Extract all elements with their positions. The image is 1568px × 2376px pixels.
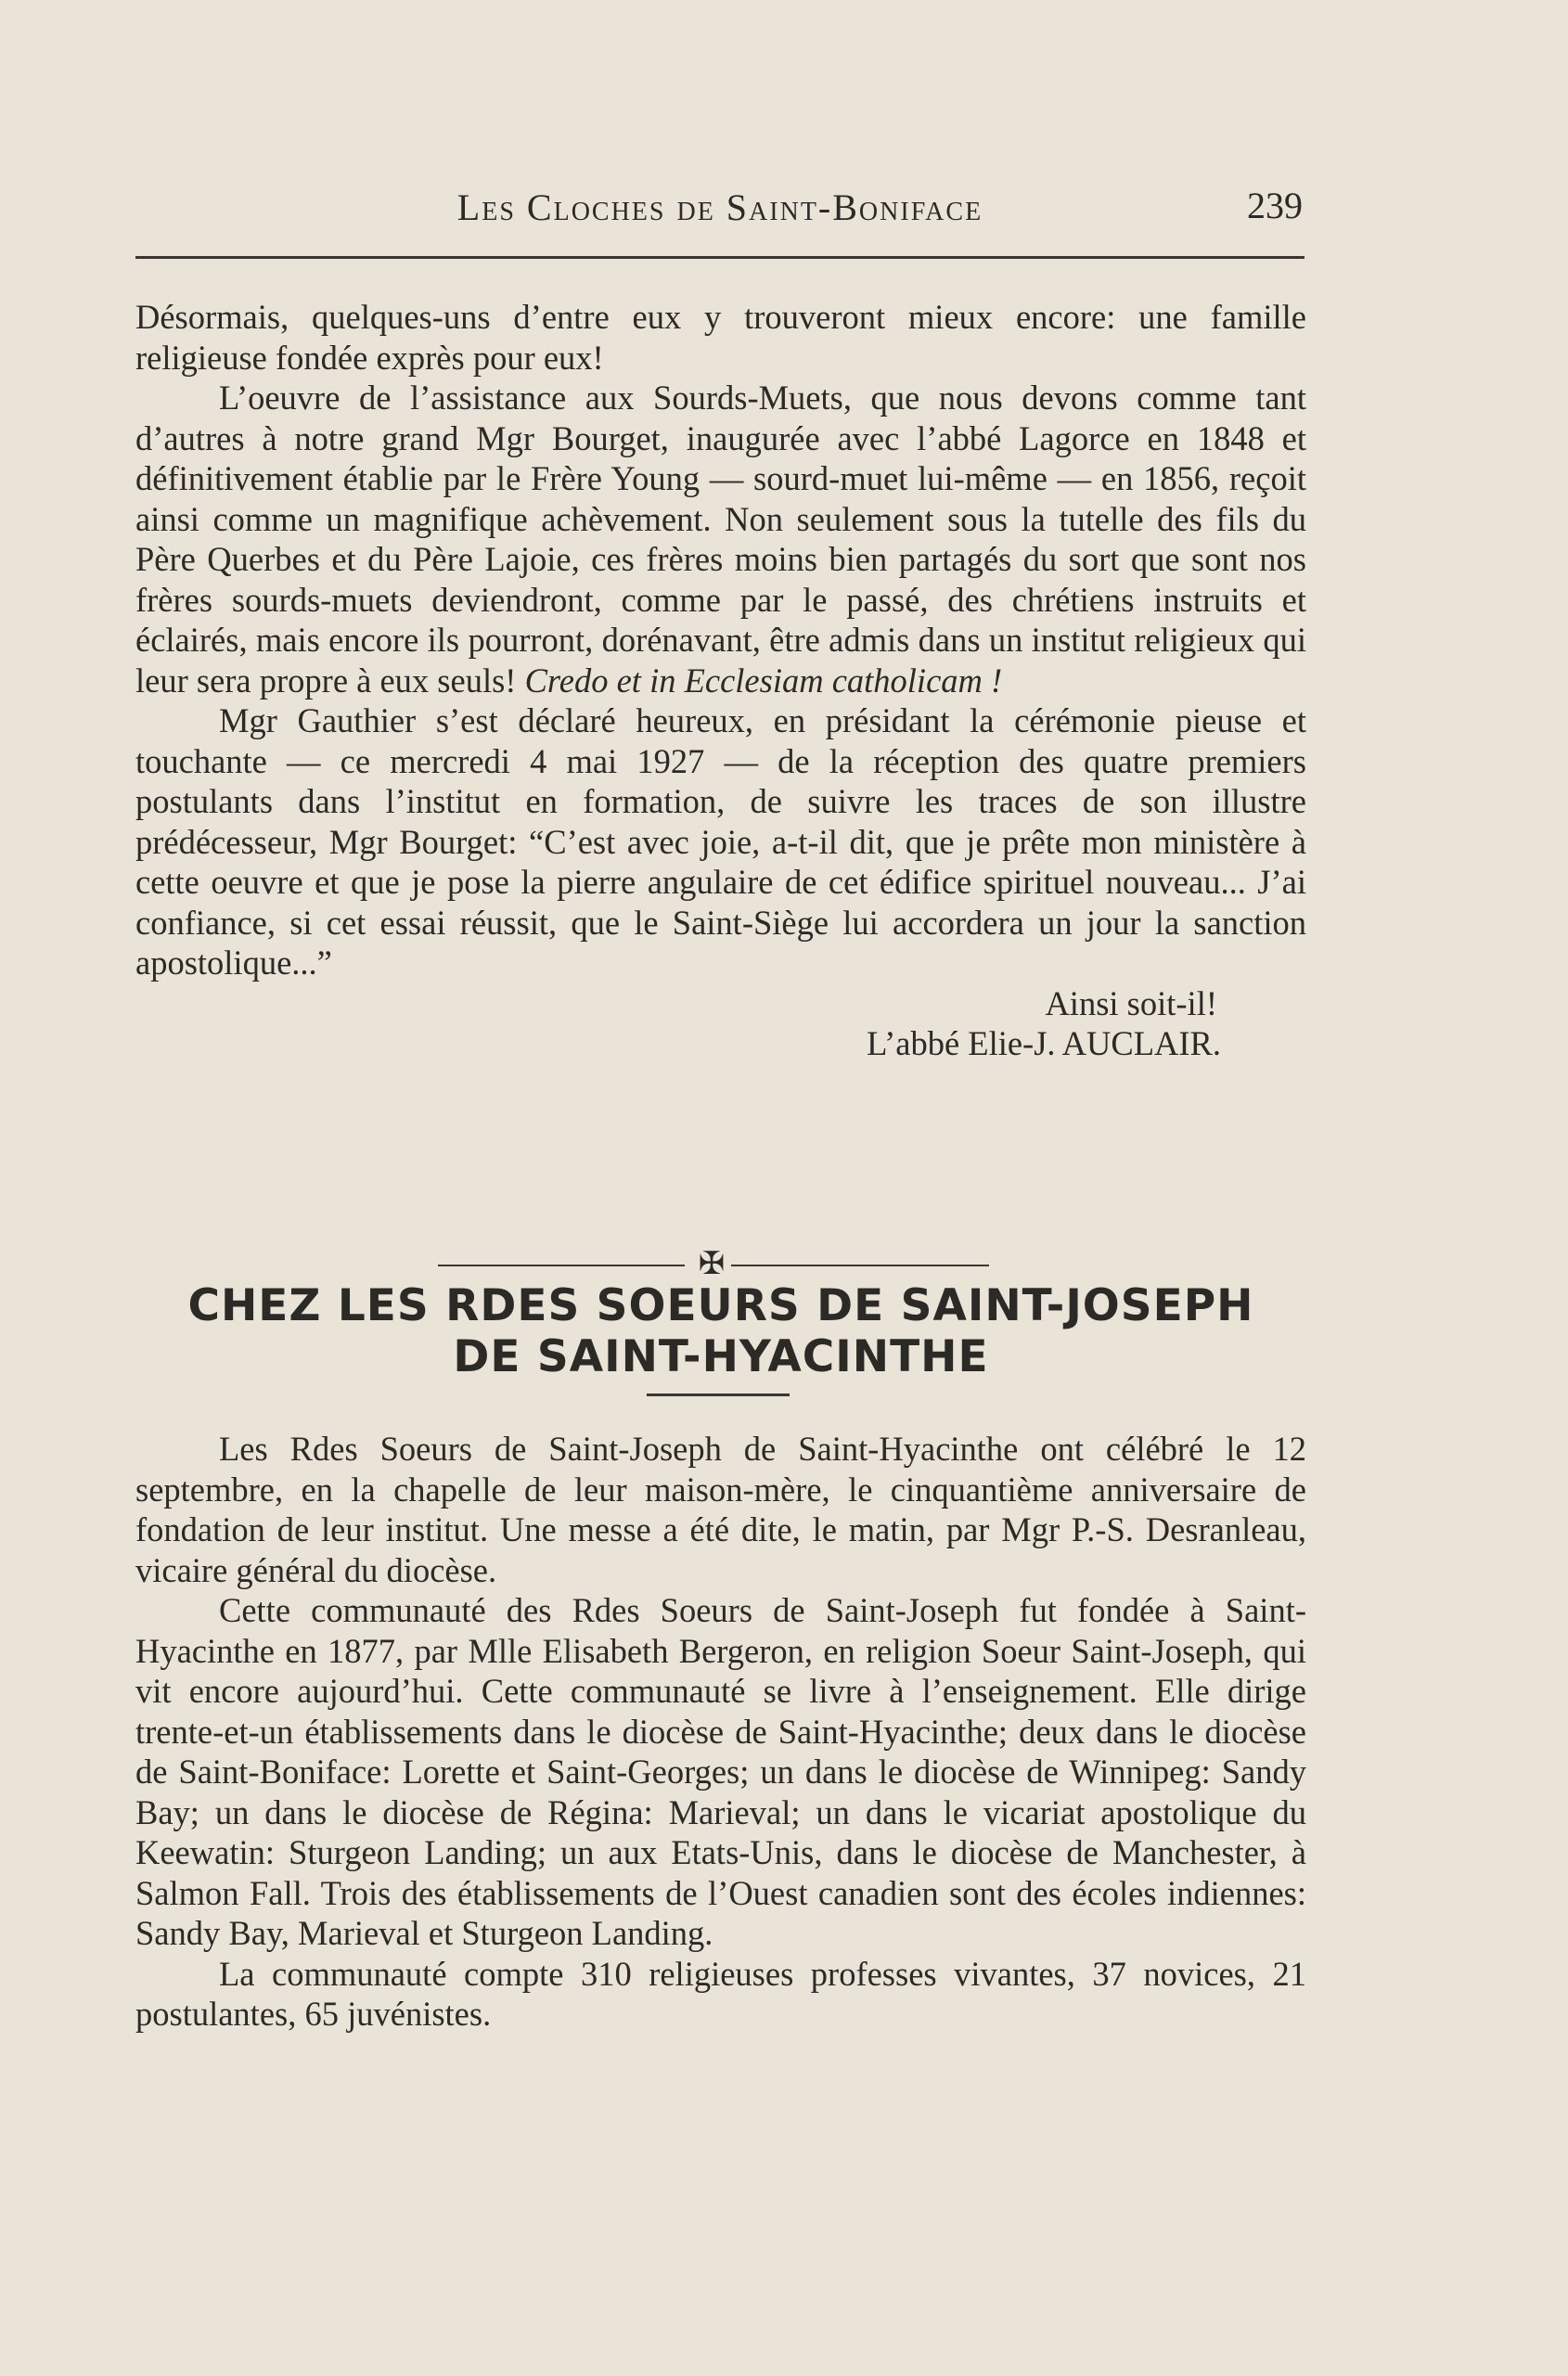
- paragraph: Mgr Gauthier s’est déclaré heureux, en présidant la cérémonie pieuse et touchante — ce mercredi 4 mai 1927 — de la réception des quatre premiers postulants dans l’institut en formation, de suivre les traces de son illustre prédécesseur, Mgr Bourget: “C’est avec joie, a-t-il dit, que je prête mon ministère à cette oeuvre et que je pose la pierre angulaire de cet édifice spirituel nouveau... J’ai confiance, si cet essai réussit, que le Saint-Siège lui accordera un jour la sanction apostolique...”: [135, 701, 1306, 982]
- headline-line-1: CHEZ LES RDES SOEURS DE SAINT-JOSEPH: [187, 1280, 1254, 1331]
- paragraph: Cette communauté des Rdes Soeurs de Saint-Joseph fut fondée à Saint-Hyacinthe en 1877, par Mlle Elisabeth Bergeron, en religion Soeur Saint-Joseph, qui vit encore aujourd’hui. Cette communauté se livre à l’enseignement. Elle dirige trente-et-un établissements dans le diocèse de Saint-Hyacinthe; deux dans le diocèse de Saint-Boniface: Lorette et Saint-Georges; un dans le diocèse de Winnipeg: Sandy Bay; un dans le diocèse de Régina: Marieval; un dans le vicariat apostolique du Keewatin: Sturgeon Landing; un aux Etats-Unis, dans le diocèse de Manchester, à Salmon Fall. Trois des établissements de l’Ouest canadien sont des écoles indiennes: Sandy Bay, Marieval et Sturgeon Landing.: [135, 1591, 1306, 1952]
- cross-ornament-icon: ✠: [698, 1245, 726, 1282]
- latin-quote: Credo et in Ecclesiam catholicam !: [524, 661, 1003, 700]
- paragraph: [135, 378, 1306, 700]
- closing-line: Ainsi soit-il!: [1045, 983, 1217, 1022]
- headline-line-2: DE SAINT-HYACINTHE: [453, 1331, 989, 1382]
- paragraph: La communauté compte 310 religieuses professes vivantes, 37 novices, 21 postulantes, 65 juvénistes.: [135, 1954, 1306, 2033]
- running-header: [137, 182, 1303, 234]
- author-signature: L’abbé Elie-J. AUCLAIR.: [867, 1024, 1221, 1062]
- article-headline: [135, 1280, 1306, 1382]
- headline-rule: [647, 1393, 790, 1396]
- paragraph: Désormais, quelques-uns d’entre eux y trouveront mieux encore: une famille religieuse fondée exprès pour eux!: [135, 298, 1306, 377]
- divider-line-left: [438, 1265, 685, 1266]
- running-title: Les Cloches de Saint-Boniface: [456, 186, 983, 228]
- divider-line-right: [731, 1265, 989, 1266]
- paragraph: Les Rdes Soeurs de Saint-Joseph de Saint-Hyacinthe ont célébré le 12 septembre, en la chapelle de leur maison-mère, le cinquantième anniversaire de fondation de leur institut. Une messe a été dite, le matin, par Mgr P.-S. Desranleau, vicaire général du diocèse.: [135, 1430, 1306, 1589]
- section-divider: [438, 1245, 995, 1282]
- article-soeurs-saint-joseph: [135, 1429, 1306, 2035]
- page-number: 239: [1247, 185, 1303, 226]
- article-sourds-muets: [135, 297, 1306, 1064]
- paragraph-text: L’oeuvre de l’assistance aux Sourds-Muets, que nous devons comme tant d’autres à notre grand Mgr Bourget, inaugurée avec l’abbé Lagorce en 1848 et définitivement établie par le Frère Young — sourd-muet lui-même — en 1856, reçoit ainsi comme un magnifique achèvement. Non seulement sous la tutelle des fils du Père Querbes et du Père Lajoie, ces frères moins bien partagés du sort que sont nos frères sourds-muets deviendront, comme par le passé, des chrétiens instruits et éclairés, mais encore ils pourront, dorénavant, être admis dans un institut religieux qui leur sera propre à eux seuls!: [135, 379, 1306, 700]
- header-rule: [135, 256, 1305, 259]
